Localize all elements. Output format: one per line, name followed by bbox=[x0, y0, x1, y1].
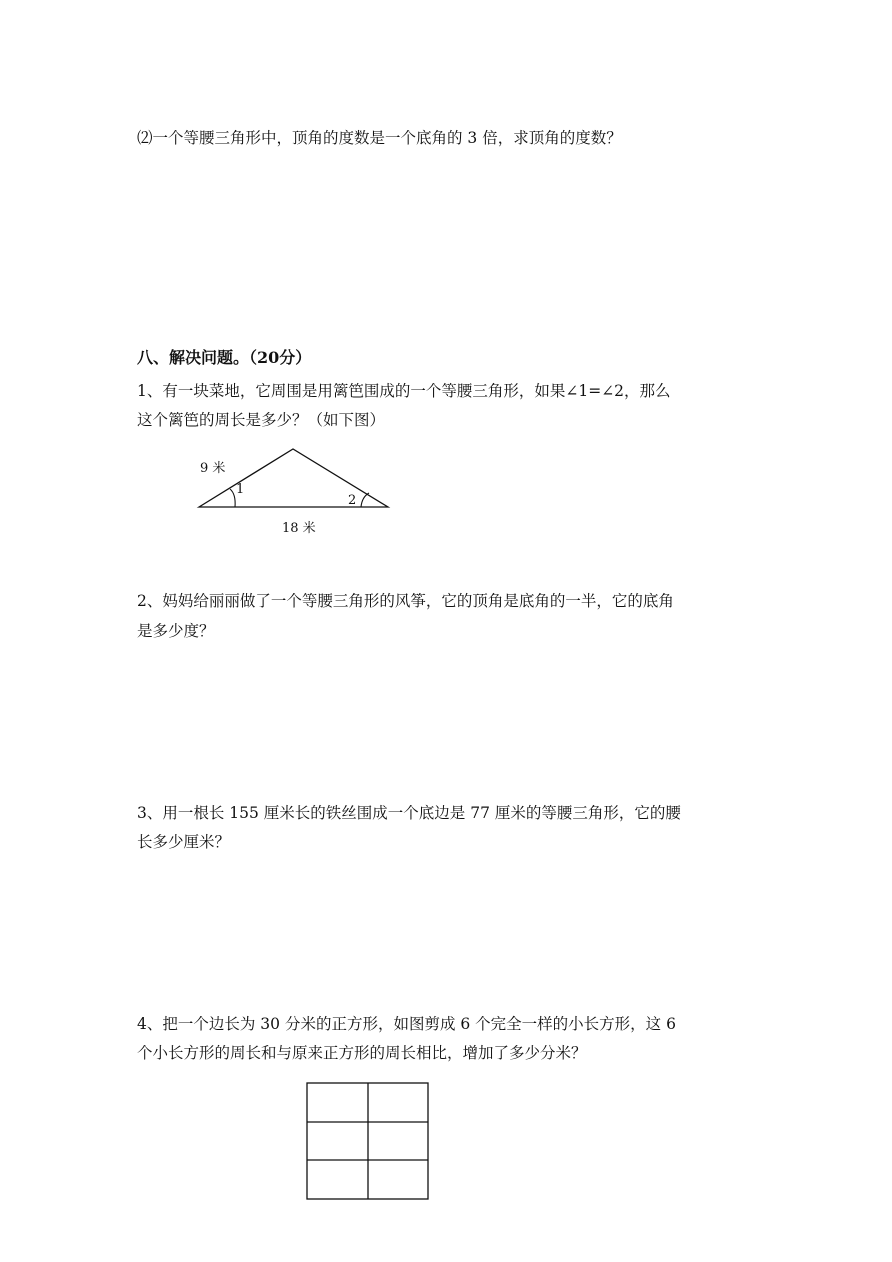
angle-1-arc bbox=[230, 489, 235, 507]
side-label: 9 米 bbox=[200, 461, 226, 476]
section-8-title: 八、解决问题。（20分） bbox=[137, 348, 312, 367]
problem-2-line-2: 是多少度？ bbox=[137, 622, 215, 640]
grid-outer-square bbox=[307, 1083, 428, 1199]
base-label: 18 米 bbox=[282, 521, 316, 536]
problem-4-line-2: 个小长方形的周长和与原来正方形的周长相比，增加了多少分米？ bbox=[137, 1044, 587, 1062]
question-2-sub: ⑵一个等腰三角形中，顶角的度数是一个底角的 3 倍，求顶角的度数？ bbox=[137, 129, 622, 147]
problem-4-line-1: 4、把一个边长为 30 分米的正方形，如图剪成 6 个完全一样的小长方形，这 6 bbox=[137, 1015, 676, 1033]
angle-1-label: 1 bbox=[236, 482, 245, 497]
problem-1-line-1: 1、有一块菜地，它周围是用篱笆围成的一个等腰三角形，如果∠1=∠2，那么 bbox=[137, 382, 671, 400]
problem-3-line-2: 长多少厘米？ bbox=[137, 833, 231, 851]
angle-2-label: 2 bbox=[348, 493, 357, 508]
problem-2-line-1: 2、妈妈给丽丽做了一个等腰三角形的风筝，它的顶角是底角的一半，它的底角 bbox=[137, 592, 674, 610]
problem-3-line-1: 3、用一根长 155 厘米长的铁丝围成一个底边是 77 厘米的等腰三角形，它的腰 bbox=[137, 804, 681, 822]
triangle-outline bbox=[199, 449, 388, 507]
problem-1-line-2: 这个篱笆的周长是多少？（如下图） bbox=[137, 411, 386, 429]
angle-2-arc bbox=[361, 493, 369, 507]
